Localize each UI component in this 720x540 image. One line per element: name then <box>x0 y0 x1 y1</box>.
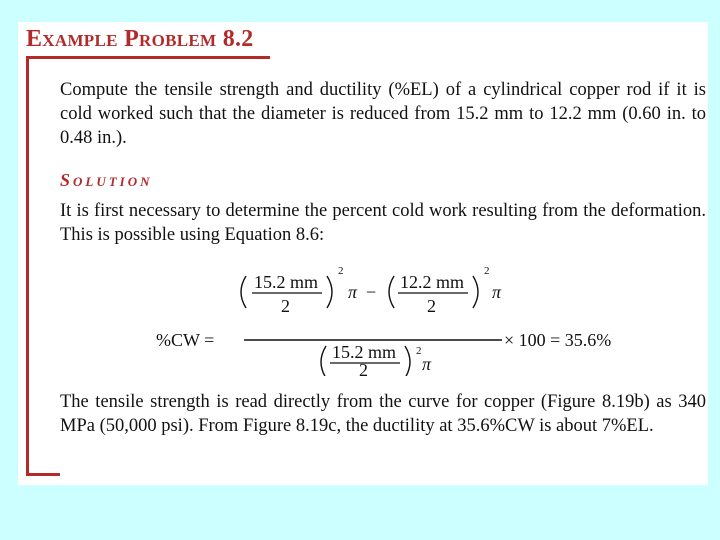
solution-heading: Solution <box>60 170 153 190</box>
eq-num-b: 12.2 mm <box>400 272 465 292</box>
eq-paren-right-b <box>473 276 478 308</box>
eq-paren-left-den <box>321 346 326 376</box>
eq-pi-b: π <box>492 282 502 302</box>
example-title: Example Problem 8.2 <box>26 26 254 52</box>
eq-pi-den: π <box>422 354 432 374</box>
eq-lhs: %CW = <box>156 330 215 350</box>
title-underline <box>26 56 270 59</box>
problem-statement: Compute the tensile strength and ductility (%EL) of a cylindrical copper rod if it is cold worked such that the diameter is reduced from 15.2 mm to 12.2 mm (0.60 in. to 0.48 in.). <box>60 80 706 148</box>
eq-result: × 100 = 35.6% <box>504 330 612 350</box>
equation-svg <box>18 258 708 376</box>
eq-exp-den: 2 <box>416 345 422 357</box>
eq-two-a: 2 <box>281 296 290 316</box>
eq-exp-b: 2 <box>484 265 490 277</box>
example-problem-panel <box>18 22 708 485</box>
cold-work-equation <box>18 258 708 376</box>
eq-pi-a: π <box>348 282 358 302</box>
eq-den: 15.2 mm <box>332 342 397 362</box>
eq-two-den: 2 <box>359 360 368 376</box>
eq-paren-left-b <box>389 276 394 308</box>
eq-paren-left-a <box>241 276 246 308</box>
eq-num-a: 15.2 mm <box>254 272 319 292</box>
solution-conclusion: The tensile strength is read directly from the curve for copper (Figure 8.19b) as 340 MPa (50,000 psi). From Figure 8.19c, the ductility at 35.6%CW is about 7%EL. <box>60 392 706 436</box>
eq-minus: − <box>366 282 377 302</box>
eq-paren-right-den <box>405 346 410 376</box>
bottom-margin-rule <box>26 473 60 476</box>
eq-exp-a: 2 <box>338 265 344 277</box>
eq-two-b: 2 <box>427 296 436 316</box>
eq-paren-right-a <box>327 276 332 308</box>
solution-intro: It is first necessary to determine the percent cold work resulting from the deformation. This is possible using Equation 8.6: <box>60 201 706 245</box>
